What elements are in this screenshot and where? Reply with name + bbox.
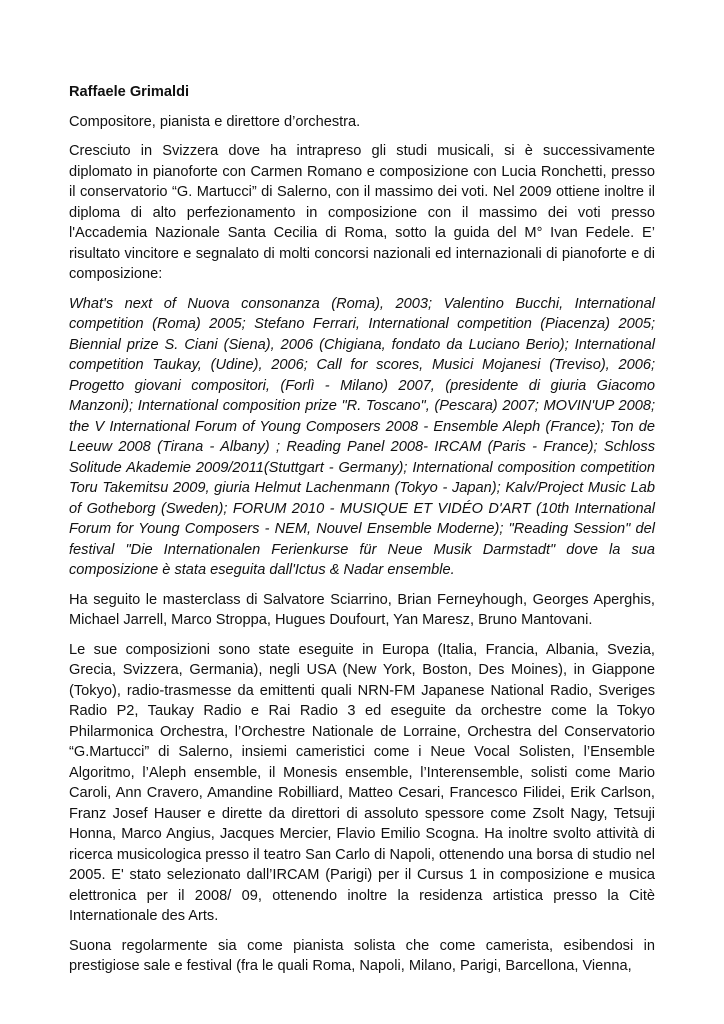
document-heading: Raffaele Grimaldi [69, 84, 190, 100]
paragraph-performances: Le sue composizioni sono state eseguite in Europa (Italia, Francia, Albania, Svezia, Grecia, Svizzera, Germania), negli USA (New York, Boston, Des Moines), in Giappone (Tokyo), radio-trasmesse da emittenti quali NRN-FM Japanese National Radio, Sveriges Radio P2, Taukay Radio e Rai Radio 3 ed eseguite da orchestre come la Tokyo Philarmonica Orchestra, l’Orchestre Nationale de Lorraine, Orchestra del Conservatorio “G.Martucci” di Salerno, insiemi cameristici come i Neue Vocal Solisten, l’Ensemble Algoritmo, l’Aleph ensemble, il Monesis ensemble, l’Interensemble, solisti come Mario Caroli, Ann Cravero, Amandine Robilliard, Matteo Cesari, Francesco Filidei, Erik Carlson, Franz Josef Hauser e dirette da direttori di assoluto spessore come Zsolt Nagy, Tetsuji Honna, Marco Angius, Jacques Mercier, Flavio Emilio Scogna. Ha inoltre svolto attività di ricerca musicologica presso il teatro San Carlo di Napoli, ottenendo una borsa di studio nel 2005. E' stato selezionato dall’IRCAM (Parigi) per il Cursus 1 in composizione e musica elettronica per il 2008/ 09, ottenendo inoltre la residenza artistica presso la Citè Internationale des Arts. [69, 641, 655, 924]
document-page [69, 82, 655, 986]
paragraph-education: Cresciuto in Svizzera dove ha intrapreso gli studi musicali, si è successivamente diplomato in pianoforte con Carmen Romano e composizione con Lucia Ronchetti, presso il conservatorio “G. Martucci” di Salerno, con il massimo dei voti. Nel 2009 ottiene inoltre il diploma di alto perfezionamento in composizione con il massimo dei voti presso l'Accademia Nazionale Santa Cecilia di Roma, sotto la guida del M° Ivan Fedele. E’ risultato vincitore e segnalato di molti concorsi nazionali ed internazionali di pianoforte e di composizione: [69, 143, 655, 282]
paragraph-masterclasses: Ha seguito le masterclass di Salvatore Sciarrino, Brian Ferneyhough, Georges Aperghis, Michael Jarrell, Marco Stroppa, Hugues Doufourt, Yan Maresz, Bruno Mantovani. [69, 591, 655, 628]
paragraph-awards: What's next of Nuova consonanza (Roma), 2003; Valentino Bucchi, International competition (Roma) 2005; Stefano Ferrari, International competition (Piacenza) 2005; Biennial prize S. Ciani (Siena), 2006 (Chigiana, fondato da Luciano Berio); International competition Taukay, (Udine), 2006; Call for scores, Musici Mojanesi (Treviso), 2006; Progetto giovani compositori, (Forlì - Milano) 2007, (presidente di giuria Giacomo Manzoni); International composition prize "R. Toscano", (Pescara) 2007; MOVIN'UP 2008; the V International Forum of Young Composers 2008 - Ensemble Aleph (France); Ton de Leeuw 2008 (Tirana - Albany) ; Reading Panel 2008- IRCAM (Paris - France); Schloss Solitude Akademie 2009/2011(Stuttgart - Germany); International composition competition Toru Takemitsu 2009, giuria Helmut Lachenmann (Tokyo - Japan); Kalv/Project Music Lab of Gotheborg (Sweden); FORUM 2010 - MUSIQUE ET VIDÉO D'ART (10th International Forum for Young Composers - NEM, Nouvel Ensemble Moderne); "Reading Session" del festival "Die Internationalen Ferienkurse für Neue Musik Darmstadt" dove la sua composizione è stata eseguita dall'Ictus & Nadar ensemble. [69, 295, 655, 578]
document-subtitle: Compositore, pianista e direttore d’orchestra. [69, 113, 361, 130]
paragraph-pianist: Suona regolarmente sia come pianista solista che come camerista, esibendosi in prestigiose sale e festival (fra le quali Roma, Napoli, Milano, Parigi, Barcellona, Vienna, [69, 937, 655, 974]
